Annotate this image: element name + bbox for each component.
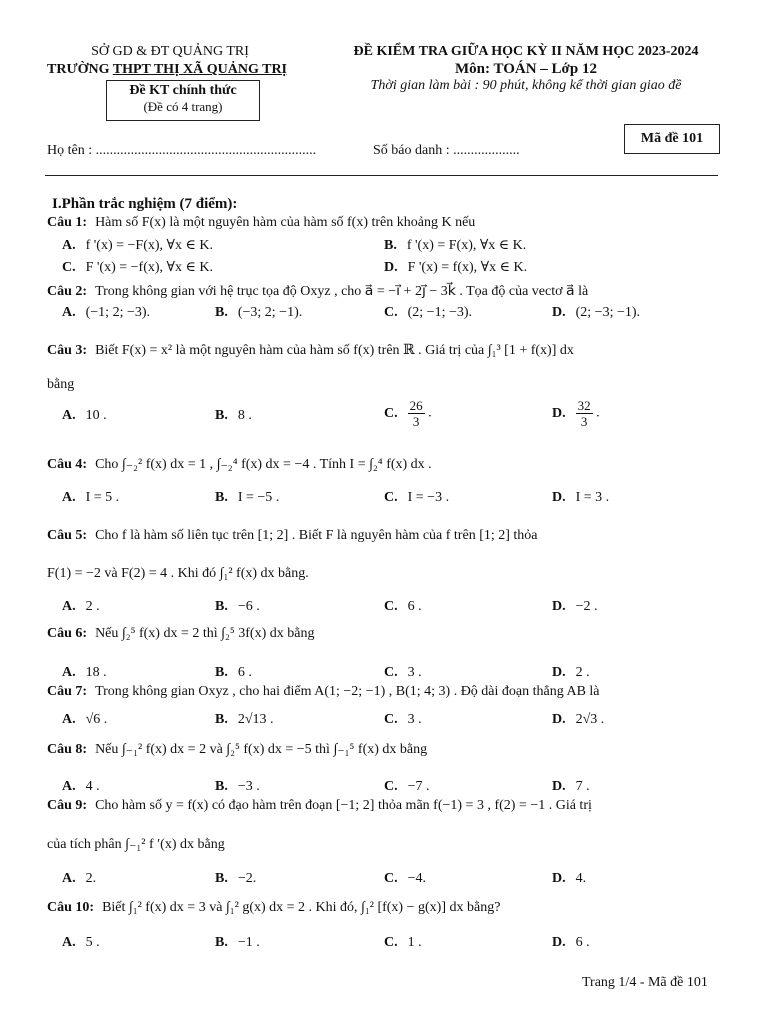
- question-6-line: [47, 626, 314, 642]
- fraction-denominator: 3: [412, 414, 420, 429]
- question-4-option-b: [215, 490, 279, 506]
- school-prefix: TRƯỜNG: [47, 62, 113, 77]
- option-key: B.: [215, 935, 228, 950]
- option-key: A.: [62, 665, 76, 680]
- school-underlined: THPT THỊ XÃ QUẢNG TRỊ: [112, 62, 287, 77]
- question-5-text-cont: F(1) = −2 và F(2) = 4 . Khi đó ∫₁² f(x) dx bằng.: [47, 566, 309, 581]
- question-10-option-a: [62, 935, 100, 951]
- option-key: C.: [384, 405, 398, 421]
- option-value: 8 .: [237, 408, 252, 423]
- exam-subject: Môn: TOÁN – Lớp 12: [455, 61, 597, 77]
- question-7-option-d: [552, 712, 604, 728]
- question-9-option-a: [62, 871, 96, 887]
- option-value: 18 .: [85, 665, 107, 680]
- fraction: [576, 398, 593, 429]
- official-pages: (Đề có 4 trang): [143, 99, 223, 114]
- option-value: −2 .: [575, 599, 598, 614]
- option-key: D.: [552, 405, 566, 421]
- question-9-option-c: [384, 871, 426, 887]
- question-9-option-d: [552, 871, 586, 887]
- exam-code-box: Mã đề 101: [624, 124, 720, 154]
- name-line: Họ tên : ...............................................................: [47, 143, 317, 158]
- option-value: 3 .: [407, 665, 422, 680]
- exam-time: Thời gian làm bài : 90 phút, không kể thời gian giao đề: [370, 78, 682, 93]
- option-key: D.: [552, 490, 566, 505]
- question-7-line: [47, 684, 600, 700]
- option-value: −6 .: [237, 599, 260, 614]
- question-9-line: [47, 798, 592, 814]
- question-2-option-a: [62, 305, 150, 321]
- option-key: B.: [215, 408, 228, 423]
- question-4-option-c: [384, 490, 449, 506]
- option-value: 3 .: [407, 712, 422, 727]
- option-value: f '(x) = F(x), ∀x ∈ K.: [406, 238, 527, 253]
- question-3-option-a: [62, 408, 107, 424]
- option-value: F '(x) = −f(x), ∀x ∈ K.: [85, 260, 213, 275]
- school-name: [47, 62, 287, 78]
- option-key: C.: [384, 305, 398, 320]
- option-value: I = 3 .: [575, 490, 610, 505]
- option-key: B.: [215, 665, 228, 680]
- option-key: C.: [384, 490, 398, 505]
- option-key: D.: [552, 665, 566, 680]
- option-value: −1 .: [237, 935, 260, 950]
- option-key: C.: [384, 712, 398, 727]
- question-2-line: [47, 283, 588, 300]
- question-4-text: Cho ∫₋₂² f(x) dx = 1 , ∫₋₂⁴ f(x) dx = −4 . Tính I = ∫₂⁴ f(x) dx .: [95, 457, 432, 472]
- header-divider: [45, 175, 718, 176]
- section-title: I.Phần trắc nghiệm (7 điểm):: [52, 196, 238, 212]
- question-10-text: Biết ∫₁² f(x) dx = 3 và ∫₁² g(x) dx = 2 . Khi đó, ∫₁² [f(x) − g(x)] dx bằng?: [102, 900, 501, 915]
- option-value: I = 5 .: [85, 490, 120, 505]
- question-3-label: Câu 3:: [47, 343, 88, 358]
- question-4-label: Câu 4:: [47, 457, 88, 472]
- option-value: 2√13 .: [237, 712, 274, 727]
- option-key: D.: [552, 305, 566, 320]
- option-key: B.: [384, 238, 397, 253]
- option-key: C.: [384, 779, 398, 794]
- option-key: D.: [552, 871, 566, 886]
- option-key: B.: [215, 871, 228, 886]
- question-6-label: Câu 6:: [47, 626, 88, 641]
- option-value: 10 .: [85, 408, 107, 423]
- option-value: 6 .: [575, 935, 590, 950]
- question-7-option-b: [215, 712, 274, 728]
- option-value: f '(x) = −F(x), ∀x ∈ K.: [85, 238, 213, 253]
- question-4-option-d: [552, 490, 609, 506]
- fraction-denominator: 3: [580, 414, 588, 429]
- question-10-line: [47, 900, 500, 916]
- question-9-option-b: [215, 871, 256, 887]
- option-value: F '(x) = f(x), ∀x ∈ K.: [407, 260, 528, 275]
- option-value: (−3; 2; −1).: [237, 305, 303, 320]
- question-8-text: Nếu ∫₋₁² f(x) dx = 2 và ∫₂⁵ f(x) dx = −5 thì ∫₋₁⁵ f(x) dx bằng: [95, 742, 428, 757]
- option-key: A.: [62, 712, 76, 727]
- option-key: D.: [384, 260, 398, 275]
- question-1-option-c: [62, 259, 213, 276]
- question-3-text-cont: bằng: [47, 377, 75, 392]
- question-2-option-d: [552, 305, 640, 321]
- question-7-text: Trong không gian Oxyz , cho hai điểm A(1; −2; −1) , B(1; 4; 3) . Độ dài đoạn thẳng AB là: [95, 684, 600, 699]
- option-value: 2 .: [575, 665, 590, 680]
- question-3-option-c: C. $\frac{26}{3}$ .: [384, 398, 432, 429]
- question-10-option-c: [384, 935, 422, 951]
- question-3-option-b: [215, 408, 252, 424]
- option-value: 2.: [85, 871, 97, 886]
- option-value: 6 .: [237, 665, 252, 680]
- option-value: (−1; 2; −3).: [85, 305, 151, 320]
- option-key: A.: [62, 305, 76, 320]
- question-1-option-a: [62, 237, 213, 254]
- option-value: 4.: [575, 871, 587, 886]
- option-key: C.: [62, 260, 76, 275]
- question-6-option-c: [384, 665, 422, 681]
- question-3-option-d: D. $\frac{32}{3}$ .: [552, 398, 600, 429]
- question-4-line: [47, 456, 432, 473]
- fraction-numerator: 26: [409, 398, 423, 413]
- option-value: 2 .: [85, 599, 100, 614]
- question-2-option-c: [384, 305, 472, 321]
- question-1-option-b: [384, 237, 526, 254]
- question-9-text: Cho hàm số y = f(x) có đạo hàm trên đoạn [−1; 2] thỏa mãn f(−1) = 3 , f(2) = −1 . Giá trị: [95, 798, 592, 813]
- question-5-label: Câu 5:: [47, 528, 88, 543]
- option-key: D.: [552, 779, 566, 794]
- option-key: D.: [552, 599, 566, 614]
- question-5-option-a: [62, 599, 100, 615]
- question-5-line: [47, 528, 538, 544]
- option-key: C.: [384, 599, 398, 614]
- option-key: D.: [552, 712, 566, 727]
- option-key: A.: [62, 238, 76, 253]
- option-key: B.: [215, 712, 228, 727]
- option-value: (2; −3; −1).: [575, 305, 641, 320]
- option-value: −3 .: [237, 779, 260, 794]
- question-5-option-d: [552, 599, 598, 615]
- question-10-label: Câu 10:: [47, 900, 95, 915]
- question-9-text-cont: của tích phân ∫₋₁² f ′(x) dx bằng: [47, 837, 225, 852]
- question-10-option-d: [552, 935, 590, 951]
- option-key: B.: [215, 779, 228, 794]
- option-value: I = −3 .: [407, 490, 450, 505]
- option-value: −7 .: [407, 779, 430, 794]
- official-box: [106, 80, 260, 121]
- question-1-line: [47, 215, 475, 231]
- option-key: C.: [384, 871, 398, 886]
- option-key: D.: [552, 935, 566, 950]
- page-footer: Trang 1/4 - Mã đề 101: [582, 975, 708, 990]
- department-name: SỞ GD & ĐT QUẢNG TRỊ: [91, 44, 249, 59]
- option-value: 6 .: [407, 599, 422, 614]
- option-value: I = −5 .: [237, 490, 280, 505]
- question-9-label: Câu 9:: [47, 798, 88, 813]
- option-key: C.: [384, 665, 398, 680]
- option-key: B.: [215, 599, 228, 614]
- question-5-option-c: [384, 599, 422, 615]
- question-6-option-d: [552, 665, 590, 681]
- question-8-option-d: [552, 779, 590, 795]
- fraction-numerator: 32: [577, 398, 591, 413]
- question-5-option-b: [215, 599, 260, 615]
- question-2-label: Câu 2:: [47, 284, 88, 299]
- question-1-text: Hàm số F(x) là một nguyên hàm của hàm số f(x) trên khoảng K nếu: [95, 215, 476, 230]
- question-8-option-a: [62, 779, 100, 795]
- option-key: A.: [62, 599, 76, 614]
- option-key: A.: [62, 779, 76, 794]
- question-7-label: Câu 7:: [47, 684, 88, 699]
- option-key: B.: [215, 490, 228, 505]
- question-1-label: Câu 1:: [47, 215, 88, 230]
- option-key: C.: [384, 935, 398, 950]
- option-value: (2; −1; −3).: [407, 305, 473, 320]
- question-6-option-a: [62, 665, 107, 681]
- option-key: A.: [62, 490, 76, 505]
- question-8-label: Câu 8:: [47, 742, 88, 757]
- option-value: −4.: [407, 871, 427, 886]
- question-8-option-b: [215, 779, 260, 795]
- option-key: B.: [215, 305, 228, 320]
- fraction: [408, 398, 425, 429]
- exam-title: ĐỀ KIỂM TRA GIỮA HỌC KỲ II NĂM HỌC 2023-2024: [353, 44, 699, 59]
- question-8-option-c: [384, 779, 430, 795]
- option-value: −2.: [237, 871, 257, 886]
- question-6-option-b: [215, 665, 252, 681]
- option-key: A.: [62, 871, 76, 886]
- option-value: √6 .: [85, 712, 108, 727]
- option-value: 1 .: [407, 935, 422, 950]
- official-title: Đề KT chính thức: [129, 83, 237, 98]
- question-5-text: Cho f là hàm số liên tục trên [1; 2] . Biết F là nguyên hàm của f trên [1; 2] thỏa: [95, 528, 538, 543]
- question-7-option-a: [62, 712, 107, 728]
- option-key: A.: [62, 408, 76, 423]
- question-2-text: Trong không gian với hệ trục tọa độ Oxyz , cho a⃗ = −i⃗ + 2j⃗ − 3k⃗ . Tọa độ của vectơ a⃗ là: [95, 284, 589, 299]
- question-7-option-c: [384, 712, 422, 728]
- question-2-option-b: [215, 305, 302, 321]
- question-4-option-a: [62, 490, 119, 506]
- question-6-text: Nếu ∫₂⁵ f(x) dx = 2 thì ∫₂⁵ 3f(x) dx bằng: [95, 626, 315, 641]
- option-value: 4 .: [85, 779, 100, 794]
- question-3-line: [47, 342, 574, 359]
- option-value: 7 .: [575, 779, 590, 794]
- question-10-option-b: [215, 935, 260, 951]
- question-8-line: [47, 741, 427, 758]
- question-3-text: Biết F(x) = x² là một nguyên hàm của hàm số f(x) trên ℝ . Giá trị của ∫₁³ [1 + f(x)] dx: [95, 343, 574, 358]
- option-key: A.: [62, 935, 76, 950]
- option-value: 2√3 .: [575, 712, 605, 727]
- id-line: Số báo danh : ...................: [373, 143, 520, 158]
- question-1-option-d: [384, 259, 527, 276]
- option-value: 5 .: [85, 935, 100, 950]
